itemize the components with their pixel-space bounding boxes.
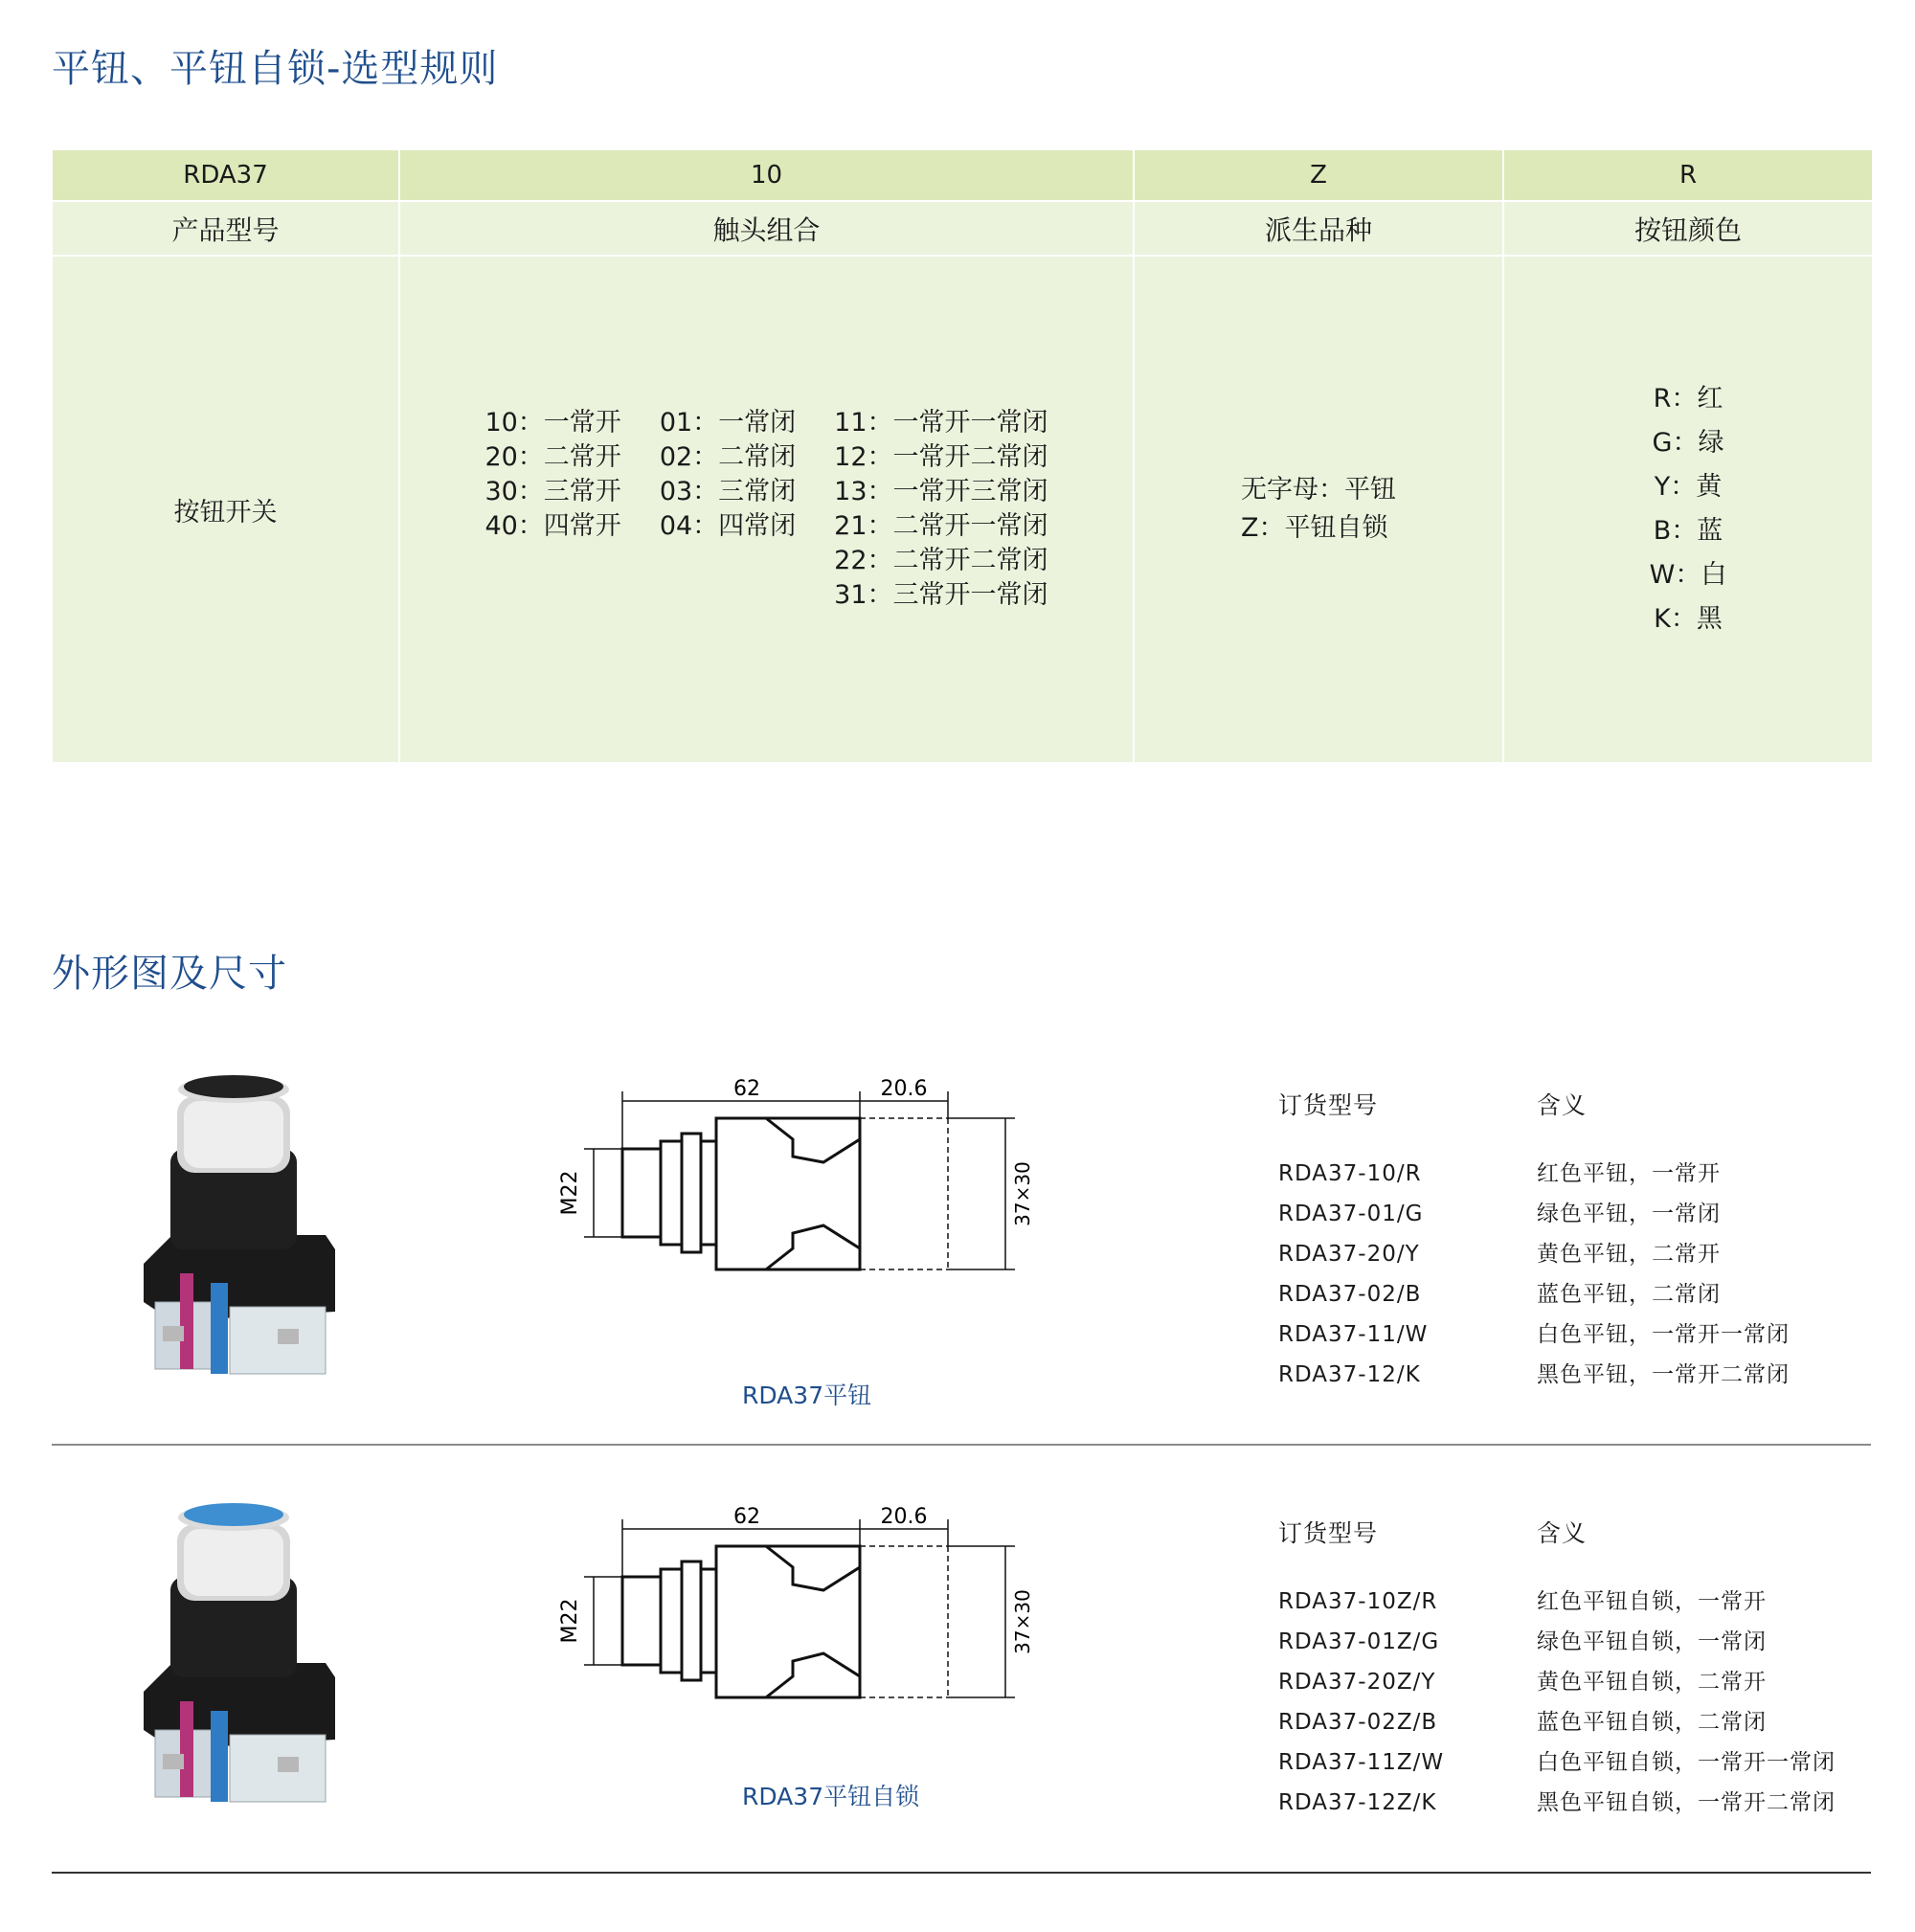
order-model: RDA37-02Z/B bbox=[1278, 1710, 1438, 1735]
order-table bbox=[1278, 1515, 1891, 1823]
selection-table bbox=[53, 150, 1872, 762]
list-item: 11：一常开一常闭 bbox=[834, 408, 1048, 438]
table-row bbox=[1278, 1783, 1891, 1823]
list-item: 31：三常开一常闭 bbox=[834, 580, 1048, 610]
order-meaning: 红色平钮自锁，一常开 bbox=[1537, 1589, 1767, 1614]
dim-terminal: 20.6 bbox=[880, 1505, 928, 1529]
contacts-nc-list bbox=[660, 406, 796, 544]
order-meaning: 白色平钮，一常开一常闭 bbox=[1537, 1322, 1790, 1347]
code-model: RDA37 bbox=[53, 150, 399, 201]
list-item: 30：三常开 bbox=[484, 477, 621, 506]
order-meaning: 蓝色平钮自锁，二常闭 bbox=[1537, 1710, 1767, 1735]
table-row bbox=[1278, 1742, 1891, 1783]
divider bbox=[52, 1444, 1871, 1446]
order-meaning: 绿色平钮自锁，一常闭 bbox=[1537, 1629, 1767, 1654]
header-contact: 触头组合 bbox=[399, 201, 1134, 256]
list-item: Z：平钮自锁 bbox=[1241, 513, 1388, 543]
dim-panel: 37×30 bbox=[1011, 1589, 1034, 1654]
table-row bbox=[1278, 1154, 1891, 1194]
order-meaning-header: 含义 bbox=[1537, 1091, 1588, 1119]
list-item: 40：四常开 bbox=[484, 511, 621, 541]
dimension-drawing bbox=[546, 1072, 1044, 1321]
table-row bbox=[1278, 1582, 1891, 1622]
order-header bbox=[1278, 1087, 1891, 1125]
order-meaning: 蓝色平钮，二常闭 bbox=[1537, 1282, 1721, 1307]
list-item: 13：一常开三常闭 bbox=[834, 477, 1048, 506]
order-model: RDA37-11Z/W bbox=[1278, 1750, 1445, 1775]
list-item: 12：一常开二常闭 bbox=[834, 442, 1048, 472]
list-item: 20：二常开 bbox=[484, 442, 621, 472]
header-model: 产品型号 bbox=[53, 201, 399, 256]
code-derivative: Z bbox=[1134, 150, 1503, 201]
order-meaning: 红色平钮，一常开 bbox=[1537, 1161, 1721, 1186]
list-item: B：蓝 bbox=[1653, 516, 1724, 546]
dim-panel: 37×30 bbox=[1011, 1161, 1034, 1226]
order-model: RDA37-20/Y bbox=[1278, 1242, 1420, 1267]
order-model: RDA37-12Z/K bbox=[1278, 1790, 1437, 1815]
list-item: 无字母：平钮 bbox=[1241, 475, 1396, 505]
table-row bbox=[1278, 1314, 1891, 1355]
list-item: 02：二常闭 bbox=[659, 442, 797, 472]
dim-length: 62 bbox=[733, 1505, 760, 1529]
order-model-header: 订货型号 bbox=[1278, 1519, 1379, 1547]
color-cell bbox=[1503, 256, 1872, 762]
order-model: RDA37-11/W bbox=[1278, 1322, 1429, 1347]
outline-title: 外形图及尺寸 bbox=[52, 952, 287, 996]
dim-thread: M22 bbox=[558, 1598, 582, 1644]
derivative-cell bbox=[1134, 256, 1503, 762]
body-row bbox=[53, 256, 1872, 762]
button-cap bbox=[184, 1503, 283, 1526]
order-meaning: 黑色平钮，一常开二常闭 bbox=[1537, 1362, 1790, 1387]
list-item: 01：一常闭 bbox=[659, 408, 797, 438]
table-row bbox=[1278, 1622, 1891, 1662]
order-meaning: 黄色平钮自锁，二常开 bbox=[1537, 1670, 1767, 1695]
dim-thread: M22 bbox=[558, 1170, 582, 1216]
header-derivative: 派生品种 bbox=[1134, 201, 1503, 256]
order-model: RDA37-10Z/R bbox=[1278, 1589, 1438, 1614]
order-model: RDA37-02/B bbox=[1278, 1282, 1422, 1307]
contacts-mixed-list bbox=[834, 406, 1048, 613]
header-color: 按钮颜色 bbox=[1503, 201, 1872, 256]
drawing-caption: RDA37平钮自锁 bbox=[742, 1783, 920, 1810]
order-model: RDA37-01Z/G bbox=[1278, 1629, 1440, 1654]
order-model: RDA37-20Z/Y bbox=[1278, 1670, 1436, 1695]
code-contact: 10 bbox=[399, 150, 1134, 201]
order-model: RDA37-10/R bbox=[1278, 1161, 1422, 1186]
divider bbox=[52, 1872, 1871, 1874]
list-item: Y：黄 bbox=[1654, 472, 1723, 502]
list-item: 10：一常开 bbox=[484, 408, 621, 438]
order-table bbox=[1278, 1087, 1891, 1395]
push-button-photo bbox=[134, 1072, 354, 1379]
latching-button-photo bbox=[134, 1500, 354, 1807]
list-item: K：黑 bbox=[1654, 604, 1723, 634]
derivative-list bbox=[1241, 471, 1396, 548]
code-row bbox=[53, 150, 1872, 201]
header-row bbox=[53, 201, 1872, 256]
table-row bbox=[1278, 1234, 1891, 1274]
order-model: RDA37-01/G bbox=[1278, 1202, 1424, 1226]
table-row bbox=[1278, 1355, 1891, 1395]
contacts-no-list bbox=[484, 406, 620, 544]
order-model: RDA37-12/K bbox=[1278, 1362, 1421, 1387]
code-color: R bbox=[1503, 150, 1872, 201]
table-row bbox=[1278, 1702, 1891, 1742]
order-meaning: 黑色平钮自锁，一常开二常闭 bbox=[1537, 1790, 1836, 1815]
table-row bbox=[1278, 1194, 1891, 1234]
color-list bbox=[1650, 377, 1727, 641]
list-item: R：红 bbox=[1653, 384, 1724, 414]
order-model-header: 订货型号 bbox=[1278, 1091, 1379, 1119]
order-meaning: 白色平钮自锁，一常开一常闭 bbox=[1537, 1750, 1836, 1775]
drawing-caption: RDA37平钮 bbox=[742, 1382, 872, 1409]
list-item: 04：四常闭 bbox=[659, 511, 797, 541]
order-meaning-header: 含义 bbox=[1537, 1519, 1588, 1547]
list-item: G：绿 bbox=[1652, 428, 1724, 458]
order-header bbox=[1278, 1515, 1891, 1553]
selection-title: 平钮、平钮自锁-选型规则 bbox=[52, 47, 499, 91]
table-row bbox=[1278, 1274, 1891, 1314]
table-row bbox=[1278, 1662, 1891, 1702]
dimension-drawing bbox=[546, 1500, 1044, 1749]
list-item: 21：二常开一常闭 bbox=[834, 511, 1048, 541]
list-item: 22：二常开二常闭 bbox=[834, 546, 1048, 575]
product-cell: 按钮开关 bbox=[53, 256, 399, 762]
dim-length: 62 bbox=[733, 1077, 760, 1101]
list-item: W：白 bbox=[1649, 560, 1727, 590]
list-item: 03：三常闭 bbox=[659, 477, 797, 506]
dim-terminal: 20.6 bbox=[880, 1077, 928, 1101]
order-meaning: 黄色平钮，二常开 bbox=[1537, 1242, 1721, 1267]
order-meaning: 绿色平钮，一常闭 bbox=[1537, 1202, 1721, 1226]
button-cap bbox=[184, 1075, 283, 1098]
contacts-cell bbox=[399, 256, 1134, 762]
